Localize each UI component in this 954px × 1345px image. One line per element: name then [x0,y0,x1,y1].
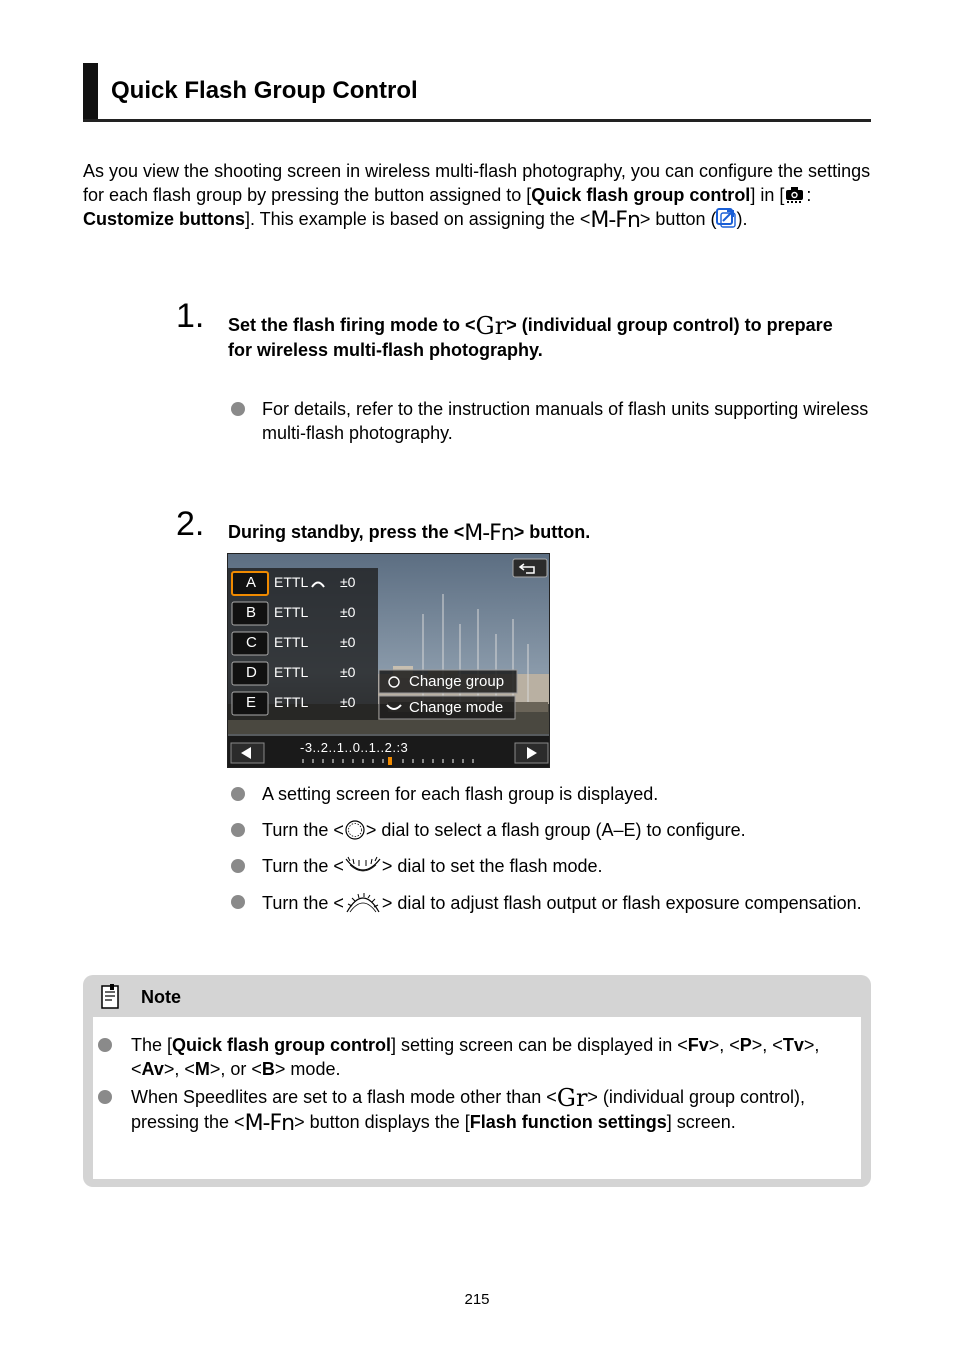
group-row-e[interactable] [228,694,378,714]
quick-control-dial-icon [344,819,366,841]
note-icon [99,984,121,1010]
step-2-text: During standby, press the <M-Fn> button. [228,521,591,546]
section-heading [83,63,871,122]
group-value: ±0 [340,694,356,710]
intro-paragraph: As you view the shooting screen in wireless multi-flash photography, you can configure the settings for each flash group by pressing the button assigned to [Quick flash group control] in [ : Customize buttons]. This example is based on assigning the <M-Fn> button ( ). [83,161,871,233]
change-mode-label: Change mode [409,699,504,716]
exposure-scale: -3..2..1..0..1..2.:3 [300,740,409,755]
step-2-number: 2. [176,505,205,543]
list-item: For details, refer to the instruction manuals of flash units supporting wireless multi-flash photography. [230,397,870,445]
group-row-d[interactable] [228,664,378,684]
group-letter: E [246,694,257,711]
page-number: 215 [464,1291,490,1308]
cross-reference-link-icon[interactable] [716,208,736,228]
mfn-button-icon: M-Fn [244,1111,295,1136]
flash-group-setting-screen [227,553,550,768]
list-item: The [Quick flash group control] setting screen can be displayed in <Fv>, <P>, <Tv>, <Av>, <M>, or <B> mode. [97,1033,837,1081]
list-item: When Speedlites are set to a flash mode other than <Gr> (individual group control), pressing the <M-Fn> button displays the [Flash function settings] screen. [97,1085,837,1136]
group-mode: ETTL [274,694,309,710]
change-group-label: Change group [409,673,505,690]
mfn-button-icon: M-Fn [464,521,514,546]
bullet-icon [98,1038,112,1052]
step-1-number: 1. [176,297,205,335]
gr-mode-icon: Gr [556,1084,588,1112]
group-letter: A [246,574,257,591]
main-dial-icon [344,890,382,914]
bullet-icon [231,402,245,416]
step-1-text: Set the flash firing mode to <Gr> (individual group control) to prepare for wireless multi-flash photography. [228,312,833,360]
list-item: Turn the < > dial to set the flash mode. [230,854,870,878]
group-letter: C [246,634,257,651]
list-item: Turn the < > dial to select a flash group (A–E) to configure. [230,818,870,842]
group-letter: D [246,664,257,681]
bullet-icon [231,895,245,909]
group-value: ±0 [340,574,356,590]
list-item: Turn the < > dial to adjust flash output or flash exposure compensation. [230,890,870,915]
group-mode: ETTL [274,574,309,590]
group-value: ±0 [340,664,356,680]
note-box [83,975,871,1187]
group-value: ±0 [340,604,356,620]
bullet-icon [231,787,245,801]
screen-text-layer [228,554,550,768]
camera-tab-icon [784,185,806,203]
step-2-bullets [230,782,870,915]
step-1-bullets [230,397,870,445]
quick-control-dial-2-icon [344,855,382,877]
group-value: ±0 [340,634,356,650]
group-mode: ETTL [274,604,309,620]
group-mode: ETTL [274,634,309,650]
page-title: Quick Flash Group Control [111,77,418,104]
list-item: A setting screen for each flash group is displayed. [230,782,870,806]
bullet-icon [231,859,245,873]
group-mode: ETTL [274,664,309,680]
bullet-icon [98,1090,112,1104]
bullet-icon [231,823,245,837]
gr-mode-icon: Gr [475,312,507,340]
menu-quick-flash-group-control: Quick flash group control [531,185,751,205]
group-row-a[interactable] [228,574,378,594]
note-title: Note [141,987,181,1007]
menu-customize-buttons: Customize buttons [83,209,245,229]
mfn-button-icon: M-Fn [590,208,640,233]
group-row-c[interactable] [228,634,378,654]
group-row-b[interactable] [228,604,378,624]
note-list [97,1033,837,1136]
group-letter: B [246,604,257,621]
heading-bar [83,63,98,119]
